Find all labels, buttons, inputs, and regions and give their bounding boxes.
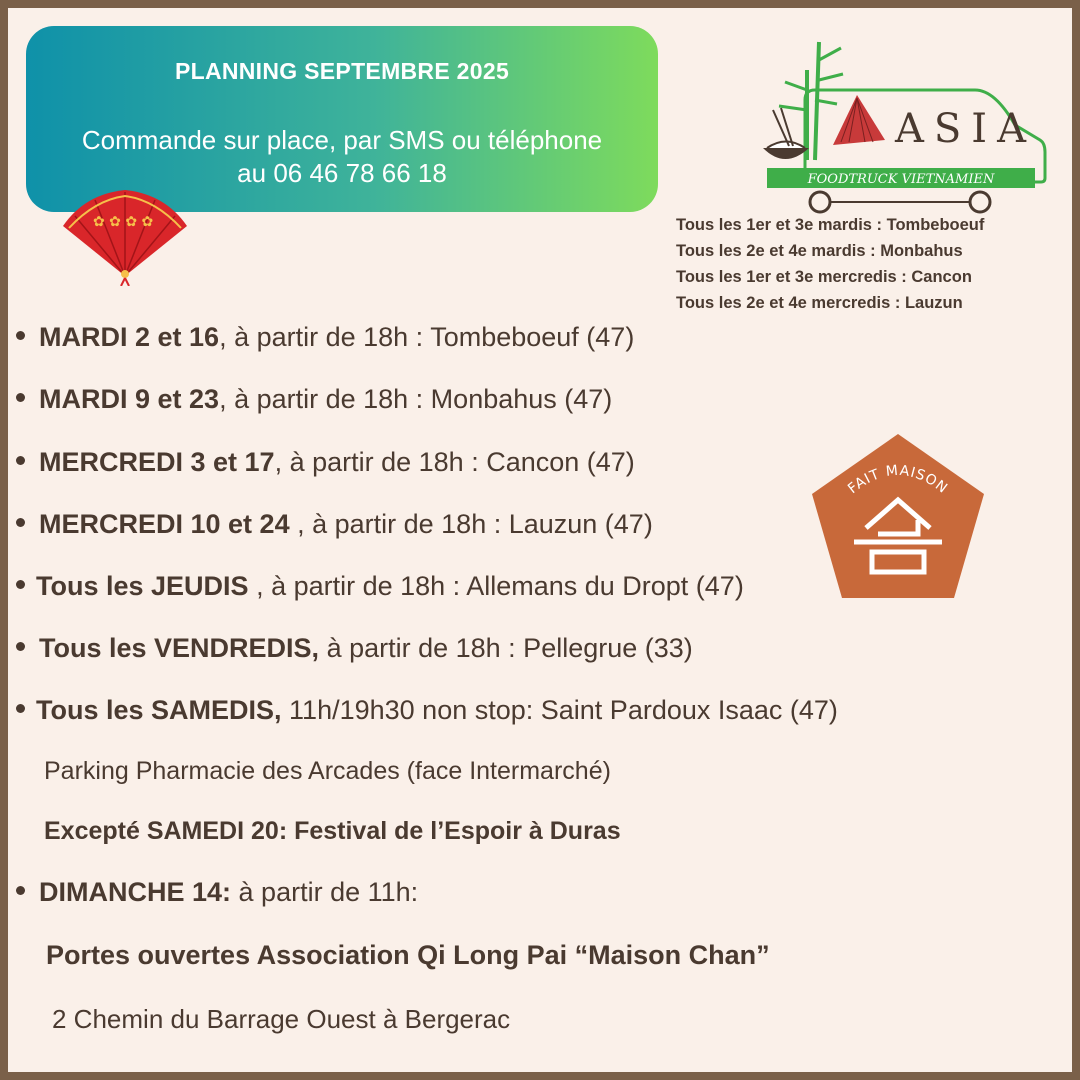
- bullet-icon: [16, 331, 25, 340]
- logo-subtitle: FOODTRUCK VIETNAMIEN: [807, 172, 995, 187]
- rule-line: Tous les 2e et 4e mercredis : Lauzun: [676, 294, 963, 312]
- schedule-detail: , à partir de 18h : Cancon (47): [274, 447, 635, 477]
- schedule-item: [16, 447, 635, 478]
- bullet-icon: [16, 704, 25, 713]
- schedule-day: MARDI 2 et 16: [39, 322, 220, 352]
- schedule-detail: , à partir de 18h : Monbahus (47): [219, 384, 613, 414]
- rule-line: Tous les 1er et 3e mercredis : Cancon: [676, 268, 972, 286]
- asia-logo: [745, 30, 1050, 220]
- svg-text:✿ ✿ ✿ ✿: ✿ ✿ ✿ ✿: [93, 214, 154, 230]
- order-info: [26, 124, 658, 190]
- dimanche-event: Portes ouvertes Association Qi Long Pai “Maison Chan”: [46, 940, 770, 970]
- schedule-item: [16, 322, 634, 353]
- header-banner: [26, 26, 658, 212]
- rule-line: Tous les 1er et 3e mardis : Tombeboeuf: [676, 216, 985, 234]
- schedule-item: [16, 633, 693, 664]
- bullet-icon: [16, 518, 25, 527]
- phone-number: au 06 46 78 66 18: [237, 158, 447, 188]
- schedule-day: DIMANCHE 14:: [39, 877, 232, 907]
- logo-name: ASIA: [895, 106, 1036, 152]
- schedule-detail: 11h/19h30 non stop: Saint Pardoux Isaac (47): [281, 695, 838, 725]
- order-info-line1: Commande sur place, par SMS ou téléphone: [81, 125, 603, 155]
- schedule-detail: , à partir de 18h : Tombeboeuf (47): [219, 322, 635, 352]
- samedi-detail: Parking Pharmacie des Arcades (face Intermarché): [44, 757, 611, 785]
- badge-text: FAIT MAISON: [845, 462, 951, 498]
- recurring-rules: [676, 212, 984, 316]
- dimanche-address: 2 Chemin du Barrage Ouest à Bergerac: [52, 1004, 511, 1034]
- schedule-item: [16, 877, 418, 908]
- schedule-item: [16, 695, 838, 726]
- schedule-detail: à partir de 11h:: [231, 877, 419, 907]
- schedule-day: MERCREDI 10 et 24: [39, 509, 290, 539]
- schedule-item: [16, 509, 653, 540]
- bullet-icon: [16, 456, 25, 465]
- schedule-item: [16, 384, 612, 415]
- rule-line: Tous les 2e et 4e mardis : Monbahus: [676, 242, 963, 260]
- chinese-fan-icon: [55, 186, 195, 286]
- planning-title: PLANNING SEPTEMBRE 2025: [174, 58, 510, 84]
- schedule-day: MARDI 9 et 23: [39, 384, 220, 414]
- bullet-icon: [16, 642, 25, 651]
- schedule-day: Tous les VENDREDIS,: [39, 633, 320, 663]
- schedule-detail: à partir de 18h : Pellegrue (33): [319, 633, 693, 663]
- fait-maison-badge: [808, 430, 988, 602]
- schedule-item: [16, 571, 744, 602]
- schedule-day: MERCREDI 3 et 17: [39, 447, 275, 477]
- bullet-icon: [16, 580, 25, 589]
- bullet-icon: [16, 886, 25, 895]
- bullet-icon: [16, 393, 25, 402]
- schedule-detail: , à partir de 18h : Lauzun (47): [289, 509, 653, 539]
- schedule-day: Tous les SAMEDIS,: [36, 695, 282, 725]
- schedule-day: Tous les JEUDIS: [36, 571, 249, 601]
- schedule-detail: , à partir de 18h : Allemans du Dropt (47): [248, 571, 744, 601]
- samedi-exception: Excepté SAMEDI 20: Festival de l’Espoir à Duras: [44, 817, 621, 845]
